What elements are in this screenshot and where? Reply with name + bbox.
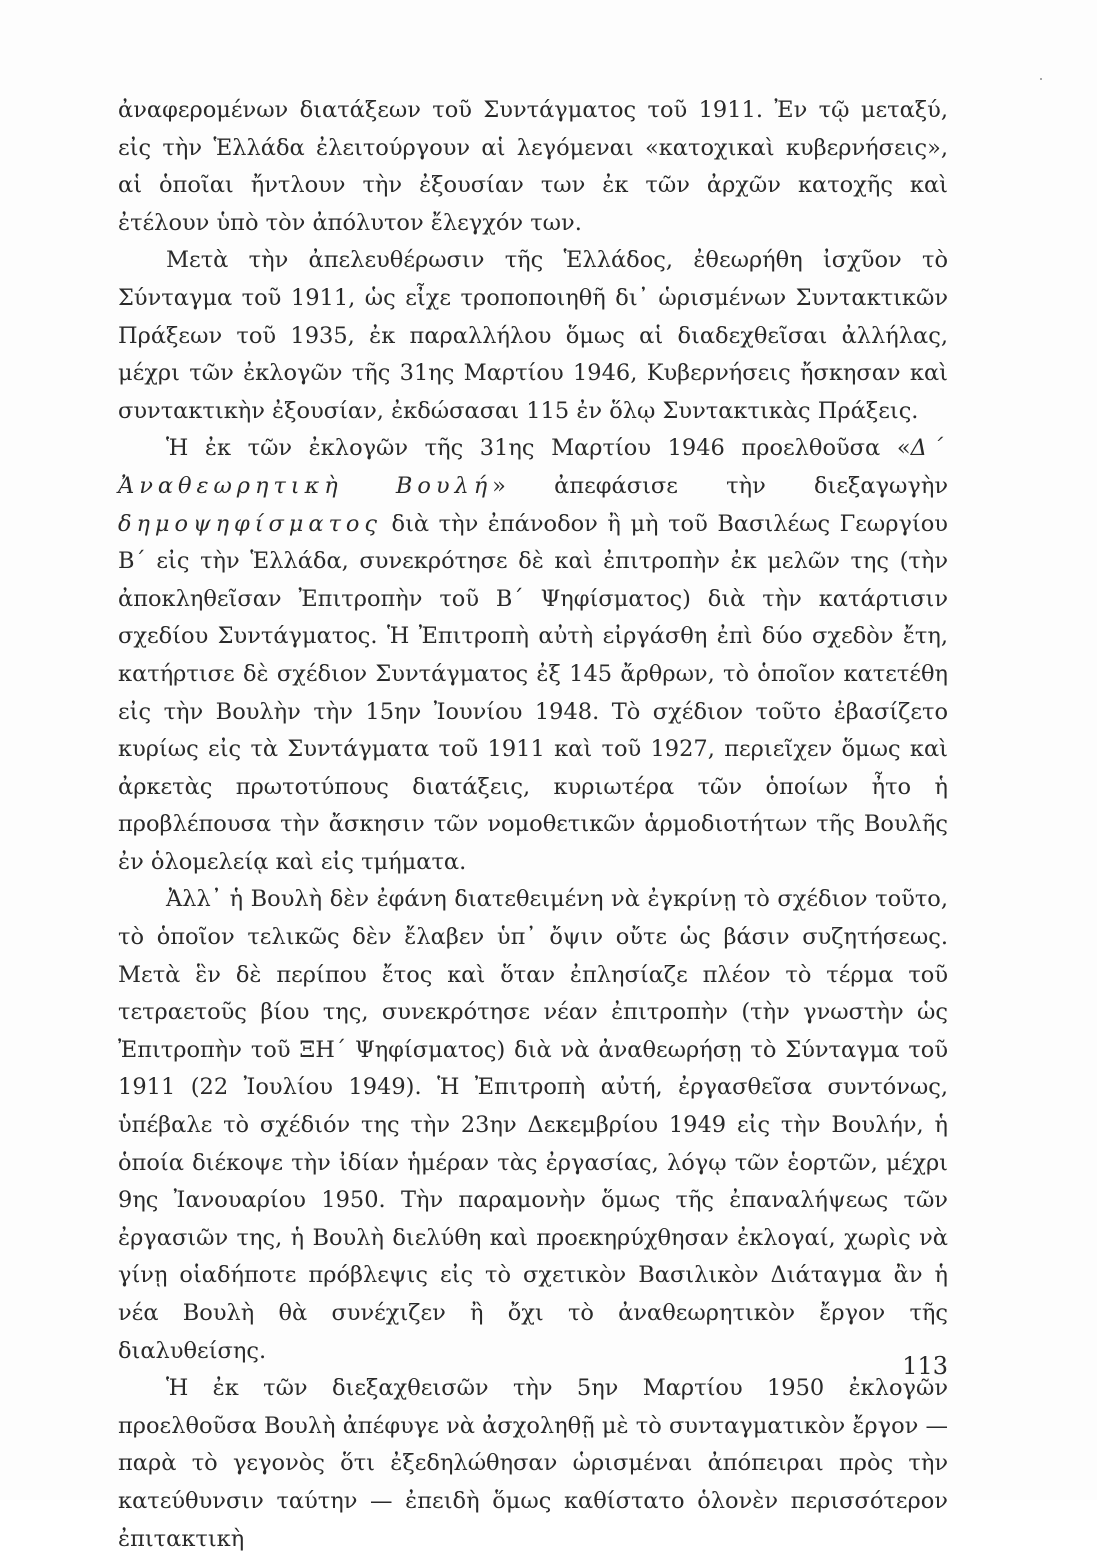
fourth-revisionary-parliament-spaced: Δ΄ Ἀναθεωρητικὴ Βουλή (118, 435, 948, 499)
paragraph-5-text: Ἡ ἐκ τῶν διεξαχθεισῶν τὴν 5ην Μαρτίου 1950 ἐκλογῶν προελθοῦσα Βουλὴ ἀπέφυγε νὰ ἀσχοληθῇ μὲ τὸ συνταγματικὸν ἔργον — παρὰ τὸ γεγονὸς ὅτι ἐξεδηλώθησαν ὡρισμέναι ἀπόπειραι πρὸς τὴν κατεύθυνσιν ταύτην — ἐπειδὴ ὅμως καθίστατο ὁλονὲν περισσότερον ἐπιτακτικὴ (118, 1375, 948, 1552)
paragraph-3 (118, 430, 948, 881)
paragraph-3-text-c: διὰ τὴν ἐπάνοδον ἢ μὴ τοῦ Βασιλέως Γεωργίου Β΄ εἰς τὴν Ἑλλάδα, συνεκρότησε δὲ καὶ ἐπιτροπὴν ἐκ μελῶν της (τὴν ἀποκληθεῖσαν Ἐπιτροπὴν τοῦ Β΄ Ψηφίσματος) διὰ τὴν κατάρτισιν σχεδίου Συντάγματος. Ἡ Ἐπιτροπὴ αὐτὴ εἰργάσθη ἐπὶ δύο σχεδὸν ἔτη, κατήρτισε δὲ σχέδιον Συντάγματος ἐξ 145 ἄρθρων, τὸ ὁποῖον κατετέθη εἰς τὴν Βουλὴν τὴν 15ην Ἰουνίου 1948. Τὸ σχέδιον τοῦτο ἐβασίζετο κυρίως εἰς τὰ Συντάγματα τοῦ 1911 καὶ τοῦ 1927, περιεῖχεν ὅμως καὶ ἀρκετὰς πρωτοτύπους διατάξεις, κυριωτέρα τῶν ὁποίων ἦτο ἡ προβλέπουσα τὴν ἄσκησιν τῶν νομοθετικῶν ἁρμοδιοτήτων τῆς Βουλῆς ἐν ὁλομελείᾳ καὶ εἰς τμήματα. (118, 510, 948, 875)
body-text (118, 92, 948, 1558)
paragraph-3-text-b: » ἀπεφάσισε τὴν διεξαγωγὴν (492, 472, 948, 499)
paragraph-3-text-a: Ἡ ἐκ τῶν ἐκλογῶν τῆς 31ης Μαρτίου 1946 προελθοῦσα « (166, 435, 911, 462)
paragraph-4 (118, 881, 948, 1370)
scan-speck (1040, 78, 1042, 80)
referendum-spaced: δημοψηφίσματος (118, 510, 382, 537)
paragraph-2 (118, 242, 948, 430)
paragraph-1-text: ἀναφερομένων διατάξεων τοῦ Συντάγματος τοῦ 1911. Ἐν τῷ μεταξύ, εἰς τὴν Ἑλλάδα ἐλειτούργουν αἱ λεγόμεναι «κατοχικαὶ κυβερνήσεις», αἱ ὁποῖαι ἤντλουν τὴν ἐξουσίαν των ἐκ τῶν ἀρχῶν κατοχῆς καὶ ἐτέλουν ὑπὸ τὸν ἀπόλυτον ἔλεγχόν των. (118, 97, 948, 236)
paragraph-2-text: Μετὰ τὴν ἀπελευθέρωσιν τῆς Ἑλλάδος, ἐθεωρήθη ἰσχῦον τὸ Σύνταγμα τοῦ 1911, ὡς εἶχε τροποποιηθῆ δι᾽ ὡρισμένων Συντακτικῶν Πράξεων τοῦ 1935, ἐκ παραλλήλου ὅμως αἱ διαδεχθεῖσαι ἀλλήλας, μέχρι τῶν ἐκλογῶν τῆς 31ης Μαρτίου 1946, Κυβερνήσεις ἤσκησαν καὶ συντακτικὴν ἐξουσίαν, ἐκδώσασαι 115 ἐν ὅλῳ Συντακτικὰς Πράξεις. (118, 247, 948, 424)
paragraph-1 (118, 92, 948, 242)
paragraph-5 (118, 1370, 948, 1558)
page-number: 113 (902, 1352, 948, 1380)
paragraph-4-text: Ἀλλ᾽ ἡ Βουλὴ δὲν ἐφάνη διατεθειμένη νὰ ἐγκρίνῃ τὸ σχέδιον τοῦτο, τὸ ὁποῖον τελικῶς δὲν ἔλαβεν ὑπ᾽ ὄψιν οὔτε ὡς βάσιν συζητήσεως. Μετὰ ἓν δὲ περίπου ἔτος καὶ ὅταν ἐπλησίαζε πλέον τὸ τέρμα τοῦ τετραετοῦς βίου της, συνεκρότησε νέαν ἐπιτροπὴν (τὴν γνωστὴν ὡς Ἐπιτροπὴν τοῦ ΞΗ΄ Ψηφίσματος) διὰ νὰ ἀναθεωρήσῃ τὸ Σύνταγμα τοῦ 1911 (22 Ἰουλίου 1949). Ἡ Ἐπιτροπὴ αὐτή, ἐργασθεῖσα συντόνως, ὑπέβαλε τὸ σχέδιόν της τὴν 23ην Δεκεμβρίου 1949 εἰς τὴν Βουλήν, ἡ ὁποία διέκοψε τὴν ἰδίαν ἡμέραν τὰς ἐργασίας, λόγῳ τῶν ἑορτῶν, μέχρι 9ης Ἰανουαρίου 1950. Τὴν παραμονὴν ὅμως τῆς ἐπαναλήψεως τῶν ἐργασιῶν της, ἡ Βουλὴ διελύθη καὶ προεκηρύχθησαν ἐκλογαί, χωρὶς νὰ γίνῃ οἱαδήποτε πρόβλεψις εἰς τὸ σχετικὸν Βασιλικὸν Διάταγμα ἂν ἡ νέα Βουλὴ θὰ συνέχιζεν ἢ ὄχι τὸ ἀναθεωρητικὸν ἔργον τῆς διαλυθείσης. (118, 886, 948, 1364)
